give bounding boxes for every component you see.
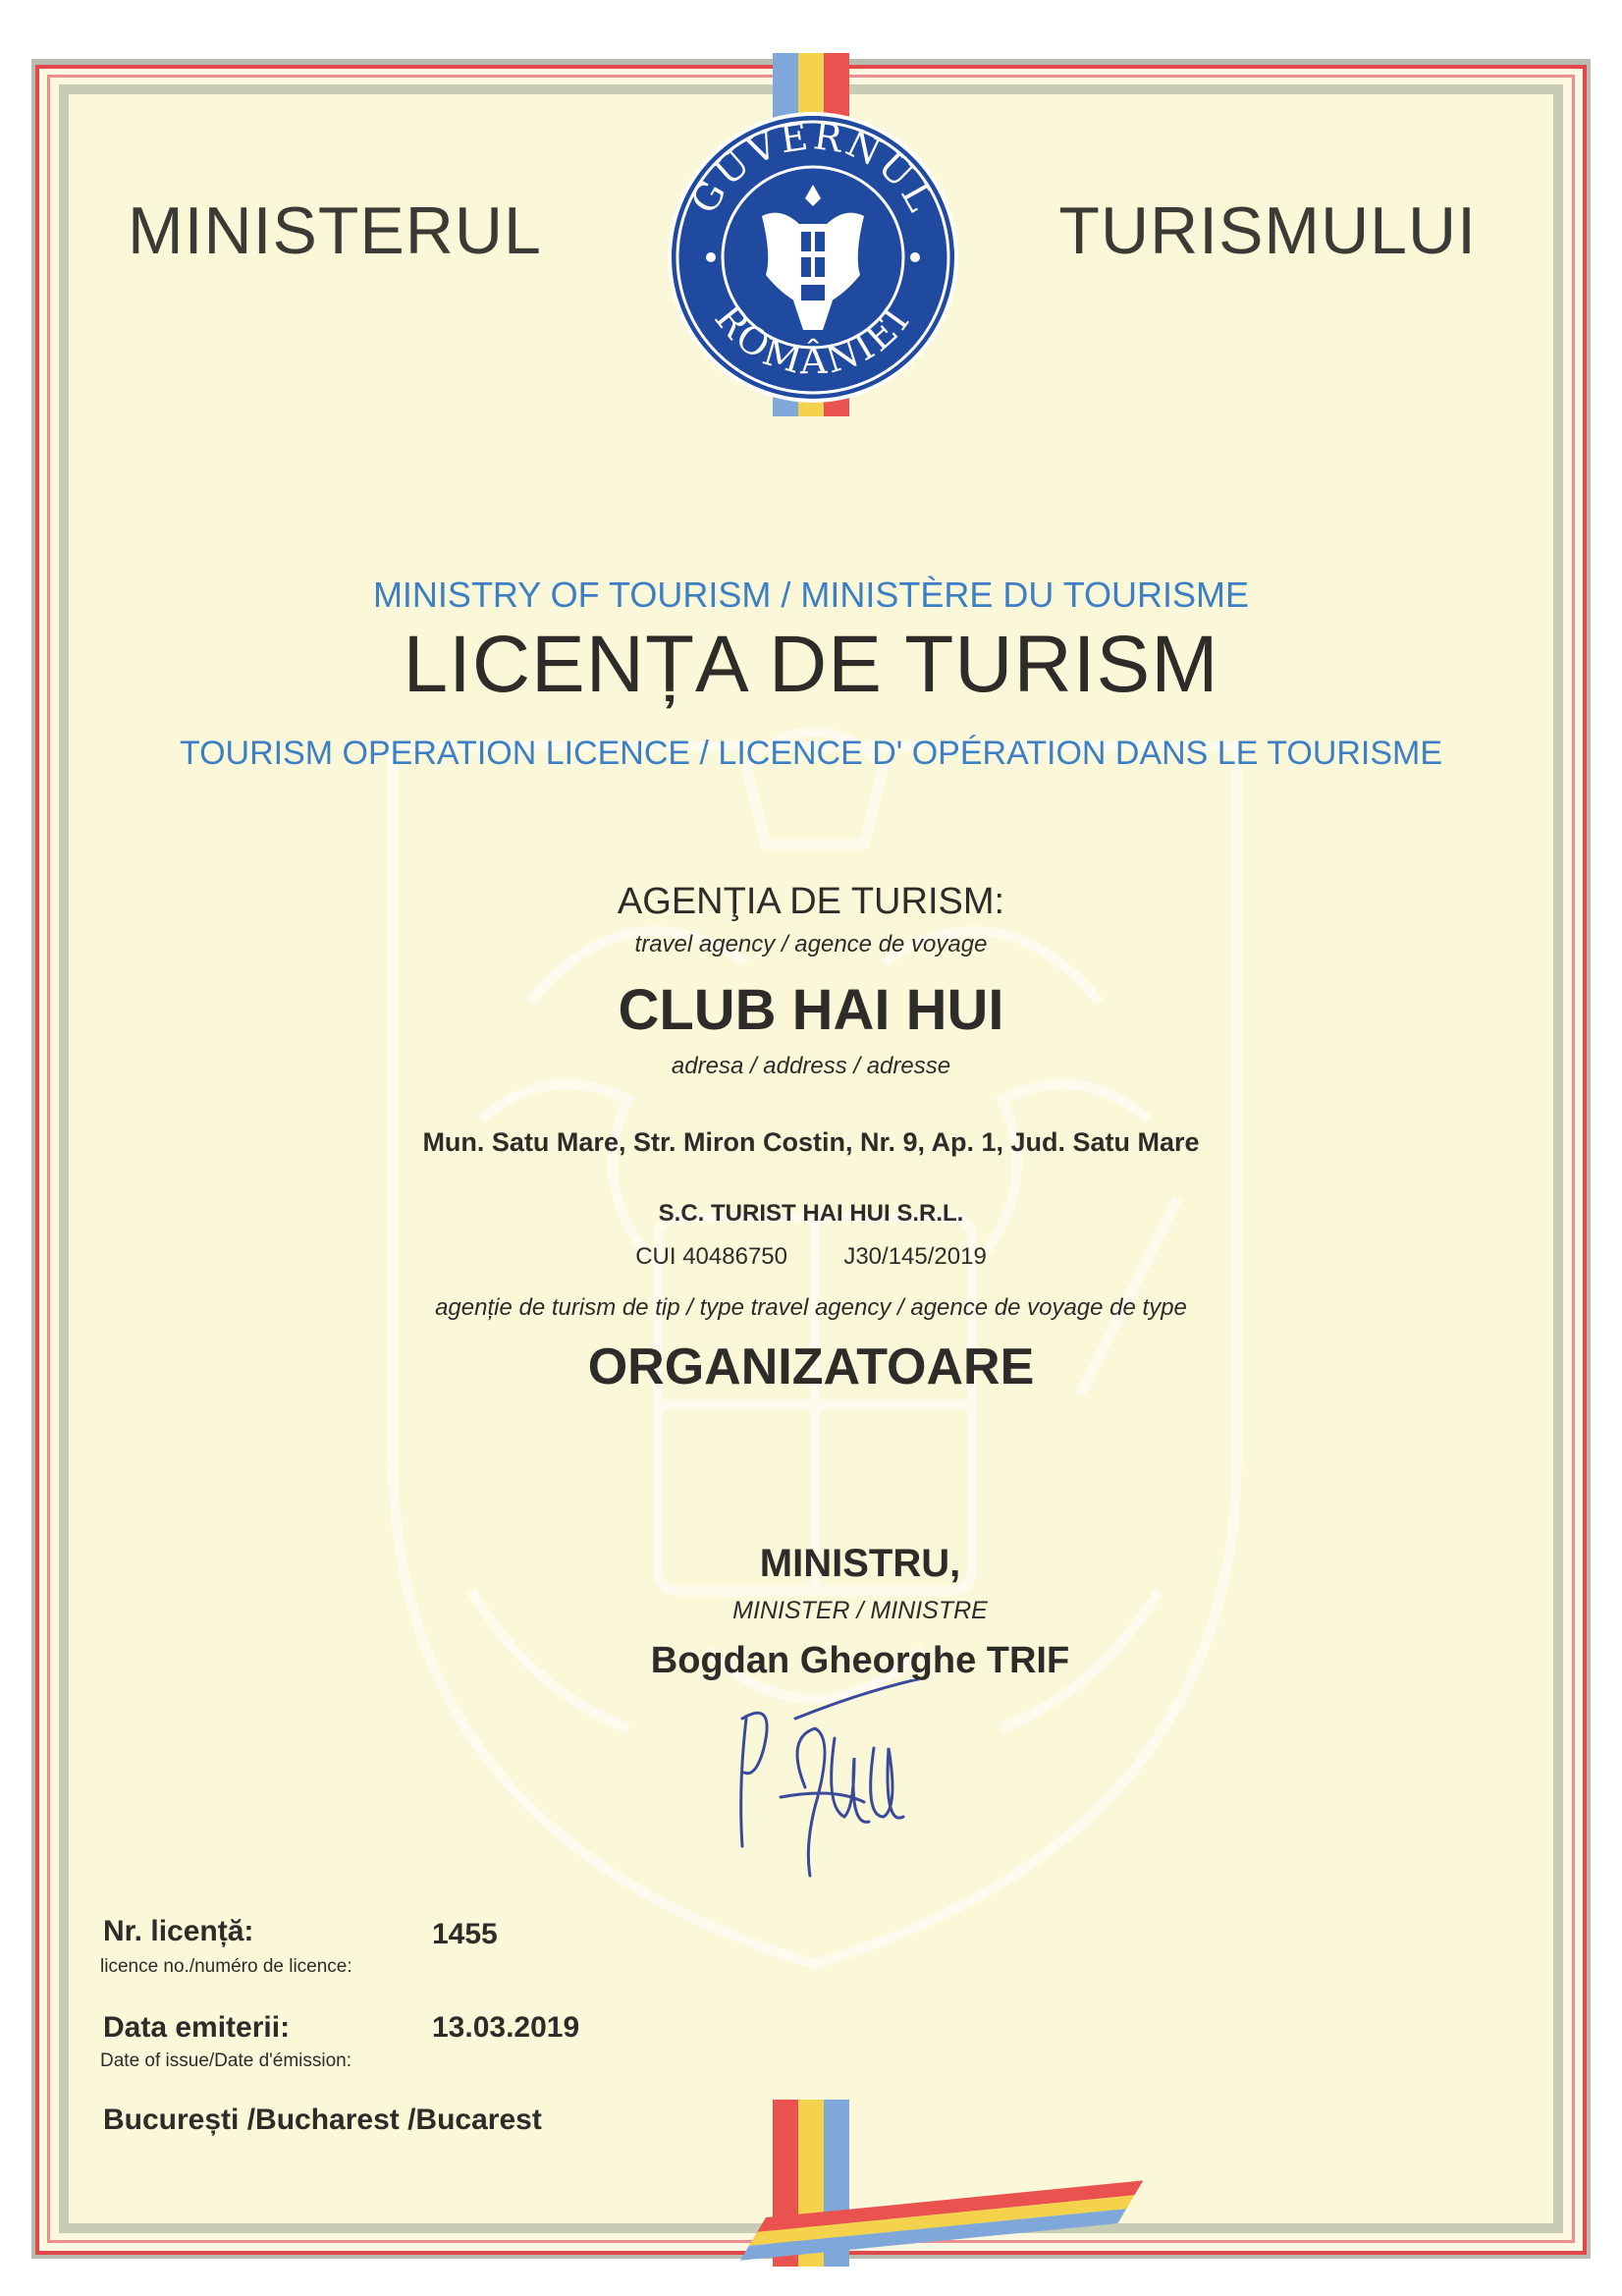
company-registration: J30/145/2019	[843, 1243, 987, 1270]
agency-type: ORGANIZATOARE	[587, 1339, 1035, 1395]
subtitle-licence: TOURISM OPERATION LICENCE / LICENCE D' OPÉRATION DANS LE TOURISME	[179, 735, 1443, 772]
licence-number-label-translation: licence no./numéro de licence:	[100, 1956, 352, 1977]
issue-date-label: Data emiterii:	[103, 2011, 291, 2044]
seal-bottom-text: ROMÂNIEI	[706, 297, 920, 383]
issue-date: 13.03.2019	[432, 2011, 580, 2044]
subtitle-ministry: MINISTRY OF TOURISM / MINISTÈRE DU TOURISME	[372, 574, 1250, 615]
agency-label-translation: travel agency / agence de voyage	[634, 931, 988, 957]
header-ministerul: MINISTERUL	[128, 193, 542, 268]
seal-top-text: GUVERNUL	[681, 114, 945, 221]
issue-place: București /Bucharest /Bucarest	[103, 2104, 542, 2136]
company-identifiers	[69, 1243, 1553, 1271]
agency-label: AGENŢIA DE TURISM:	[617, 881, 1005, 922]
issue-date-label-translation: Date of issue/Date d'émission:	[100, 2050, 352, 2071]
government-seal-icon	[664, 108, 962, 407]
agency-address: Mun. Satu Mare, Str. Miron Costin, Nr. 9, Ap. 1, Jud. Satu Mare	[422, 1127, 1200, 1157]
minister-name: Bogdan Gheorghe TRIF	[650, 1640, 1070, 1681]
licence-number: 1455	[432, 1918, 498, 1950]
minister-title: MINISTRU,	[759, 1542, 961, 1585]
agency-name: CLUB HAI HUI	[618, 978, 1004, 1042]
header-turismului: TURISMULUI	[1058, 193, 1477, 268]
address-label: adresa / address / adresse	[671, 1053, 951, 1079]
page-title: LICENȚA DE TURISM	[403, 620, 1219, 709]
licence-number-label: Nr. licență:	[103, 1915, 254, 1947]
company-name: S.C. TURIST HAI HUI S.R.L.	[658, 1200, 964, 1227]
minister-signature	[717, 1679, 1011, 1905]
agency-type-label: agenție de turism de tip / type travel agency / agence de voyage de type	[435, 1294, 1187, 1321]
company-cui: CUI 40486750	[635, 1243, 787, 1270]
minister-title-translation: MINISTER / MINISTRE	[732, 1597, 988, 1624]
